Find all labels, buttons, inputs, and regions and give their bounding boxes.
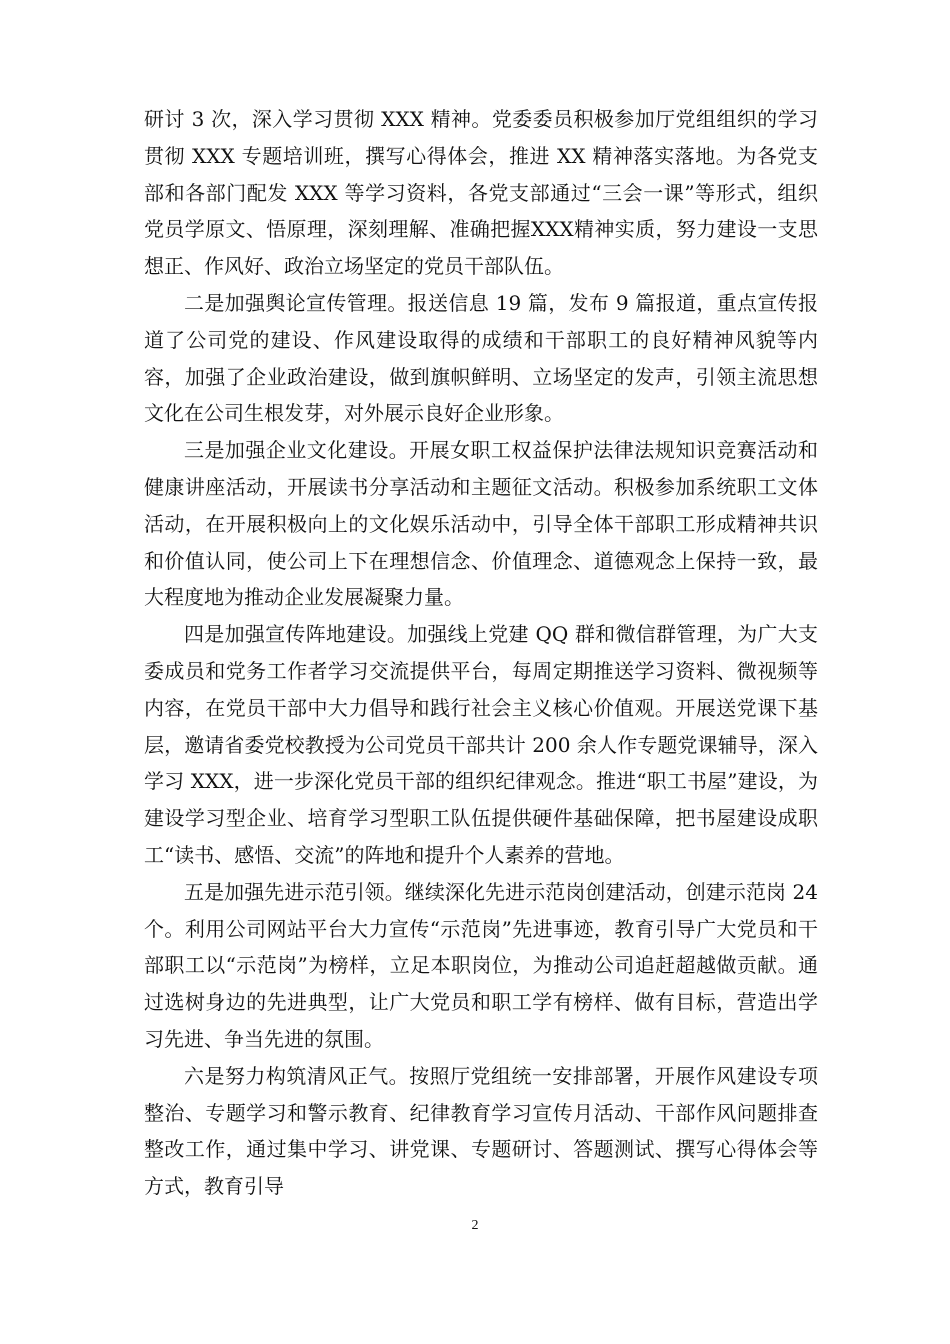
paragraph-5: 五是加强先进示范引领。继续深化先进示范岗创建活动，创建示范岗 24 个。利用公司网站平台大力宣传“示范岗”先进事迹，教育引导广大党员和干部职工以“示范岗”为榜样，立足本职岗位，为推动公司追赶超越做贡献。通过选树身边的先进典型，让广大党员和职工学有榜样、做有目标，营造出学习先进、争当先进的氛围。 [144, 879, 818, 1051]
paragraph-4: 四是加强宣传阵地建设。加强线上党建 QQ 群和微信群管理，为广大支委成员和党务工作者学习交流提供平台，每周定期推送学习资料、微视频等内容，在党员干部中大力倡导和践行社会主义核心价值观。开展送党课下基层，邀请省委党校教授为公司党员干部共计 200 余人作专题党课辅导，深入学习 XXX，进一步深化党员干部的组织纪律观念。推进“职工书屋”建设，为建设学习型企业、培育学习型职工队伍提供硬件基础保障，把书屋建设成职工“读书、感悟、交流”的阵地和提升个人素养的营地。 [144, 622, 818, 867]
body-text [144, 101, 818, 1205]
paragraph-3: 三是加强企业文化建设。开展女职工权益保护法律法规知识竞赛活动和健康讲座活动，开展读书分享活动和主题征文活动。积极参加系统职工文体活动，在开展积极向上的文化娱乐活动中，引导全体干部职工形成精神共识和价值认同，使公司上下在理想信念、价值理念、道德观念上保持一致，最大程度地为推动企业发展凝聚力量。 [144, 438, 818, 610]
paragraph-2: 二是加强舆论宣传管理。报送信息 19 篇，发布 9 篇报道，重点宣传报道了公司党的建设、作风建设取得的成绩和干部职工的良好精神风貌等内容，加强了企业政治建设，做到旗帜鲜明、立场坚定的发声，引领主流思想文化在公司生根发芽，对外展示良好企业形象。 [144, 290, 818, 426]
paragraph-1: 研讨 3 次，深入学习贯彻 XXX 精神。党委委员积极参加厅党组组织的学习贯彻 XXX 专题培训班，撰写心得体会，推进 XX 精神落实落地。为各党支部和各部门配发 XXX 等学习资料，各党支部通过“三会一课”等形式，组织党员学原文、悟原理，深刻理解、准确把握XXX精神实质，努力建设一支思想正、作风好、政治立场坚定的党员干部队伍。 [144, 107, 818, 279]
paragraph-6: 六是努力构筑清风正气。按照厅党组统一安排部署，开展作风建设专项整治、专题学习和警示教育、纪律教育学习宣传月活动、干部作风问题排查整改工作，通过集中学习、讲党课、专题研讨、答题测试、撰写心得体会等方式，教育引导 [144, 1063, 818, 1199]
page-number: 2 [471, 1218, 479, 1233]
